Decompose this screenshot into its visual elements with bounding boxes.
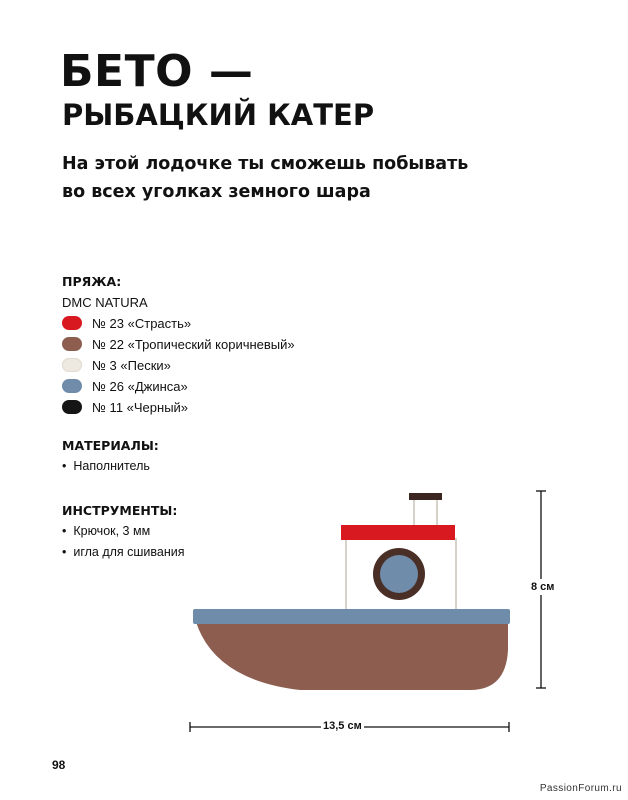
bullet-icon: • [62,524,67,538]
boat-roof [341,525,455,540]
yarn-item-label: № 3 «Пески» [92,357,171,373]
boat-deck [193,609,510,624]
yarn-item-label: № 26 «Джинса» [92,378,188,394]
tagline-line: На этой лодочке ты сможешь побывать [62,154,469,174]
tools-item-label: игла для сшивания [73,545,185,559]
yarn-heading: ПРЯЖА: [62,274,122,289]
page-title: БЕТО — [60,46,254,97]
tools-item-label: Крючок, 3 мм [73,524,151,538]
yarn-item-label: № 23 «Страсть» [92,315,192,331]
bullet-icon: • [62,459,67,473]
boat-chimney [409,493,442,500]
bullet-icon: • [62,545,67,559]
watermark-text: PassionForum.ru [539,783,622,794]
boat-hull [196,622,508,690]
materials-item-label: Наполнитель [73,459,150,473]
page-subtitle: РЫБАЦКИЙ КАТЕР [62,98,375,132]
tools-heading: ИНСТРУМЕНТЫ: [62,503,178,518]
tagline-line: во всех уголках земного шара [62,182,371,202]
height-label: 8 см [531,581,555,593]
page-number: 98 [52,758,66,772]
materials-heading: МАТЕРИАЛЫ: [62,438,159,453]
porthole-glass [380,555,418,593]
yarn-item-label: № 22 «Тропический коричневый» [92,336,295,352]
yarn-brand: DMC NATURA [62,295,148,310]
yarn-item-label: № 11 «Черный» [92,399,189,415]
width-label: 13,5 см [323,720,362,732]
